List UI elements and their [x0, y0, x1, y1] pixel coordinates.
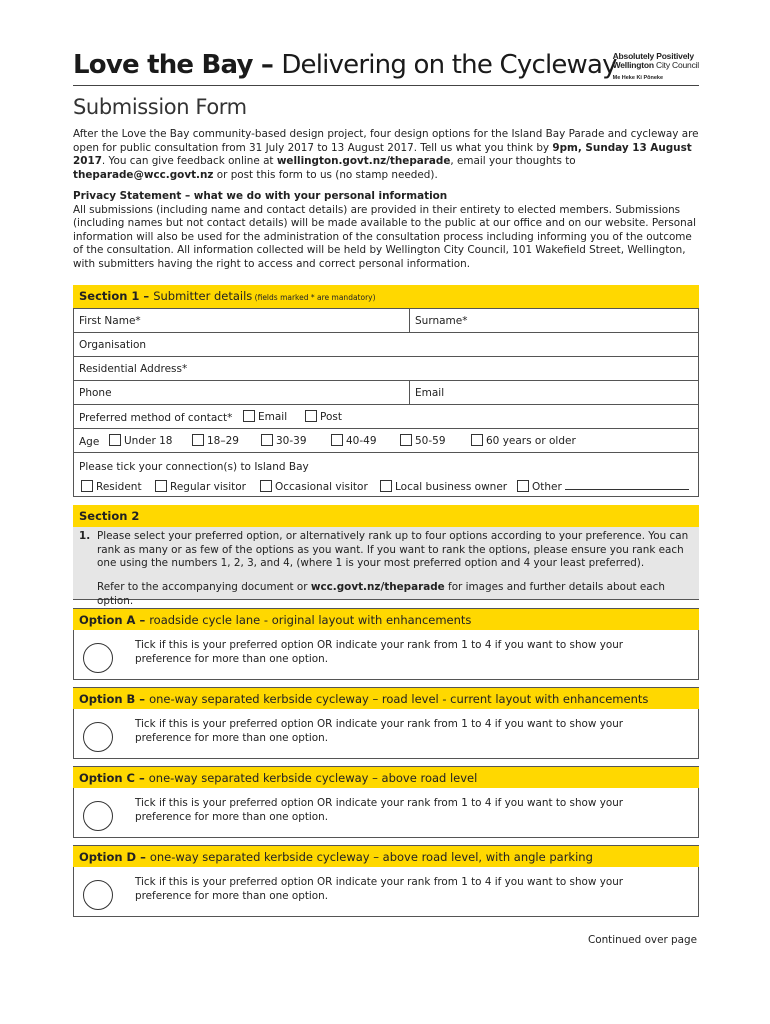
- phone-field[interactable]: Phone: [79, 387, 112, 399]
- intro-text-1: After the Love the Bay community-based design project, four design options for the Island Bay Parade and cycleway are open for public consultation from 31 July 2017 to 13 August 2017. Tell us what you think by: [73, 128, 699, 154]
- checkbox[interactable]: [380, 480, 392, 492]
- checkbox[interactable]: [81, 480, 93, 492]
- rank-circle[interactable]: [83, 643, 113, 673]
- connection-label: Please tick your connection(s) to Island Bay: [79, 461, 309, 473]
- intro-email[interactable]: theparade@wcc.govt.nz: [73, 168, 214, 181]
- checkbox[interactable]: [260, 480, 272, 492]
- logo-wellington: Wellington: [612, 60, 654, 70]
- instruction-text: Please select your preferred option, or alternatively rank up to four options according to your preference. You can rank as many or as few of the options as you want. If you want to rank the options, please ensure you rank each one using the numbers 1, 2, 3, and 4, (where 1 is your most preferred option and 4 your least preferred).: [97, 530, 689, 569]
- checkbox[interactable]: [400, 434, 412, 446]
- page-header: [73, 50, 699, 86]
- ref-text-1: Refer to the accompanying document or: [97, 581, 311, 593]
- option-label: Option B –: [79, 692, 150, 706]
- option-label: Option C –: [79, 771, 149, 785]
- intro-text-3: , email your thoughts to: [450, 155, 576, 167]
- age-option-label: 60 years or older: [486, 435, 576, 447]
- wcc-logo: [613, 52, 699, 83]
- ref-url[interactable]: wcc.govt.nz/theparade: [310, 581, 445, 593]
- option-description: one-way separated kerbside cycleway – above road level, with angle parking: [149, 850, 593, 864]
- surname-field[interactable]: Surname*: [415, 315, 468, 327]
- section-2-header: Section 2: [73, 505, 699, 527]
- option-d-box: [73, 867, 699, 917]
- intro-text-2: . You can give feedback online at: [101, 155, 277, 167]
- organisation-field[interactable]: Organisation: [79, 339, 147, 351]
- option-b-box: [73, 709, 699, 759]
- ref-text-2: for images and further details about each option.: [97, 581, 665, 607]
- connection-row: [73, 453, 699, 497]
- section-1-label: Section 1 –: [79, 289, 154, 303]
- checkbox[interactable]: [243, 410, 255, 422]
- option-description: one-way separated kerbside cycleway – road level - current layout with enhancements: [149, 692, 649, 706]
- age-option[interactable]: [400, 434, 446, 447]
- option-d-header: [73, 845, 699, 867]
- option-c-header: [73, 766, 699, 788]
- form-subtitle: Submission Form: [73, 95, 247, 119]
- address-row: [73, 357, 699, 381]
- other-text-line[interactable]: [565, 482, 689, 490]
- field-divider: [409, 309, 410, 332]
- intro-deadline: 9pm, Sunday 13 August 2017: [73, 141, 692, 167]
- connection-option-label: Local business owner: [395, 481, 508, 493]
- checkbox[interactable]: [261, 434, 273, 446]
- section-1-title: Submitter details: [153, 289, 253, 303]
- connection-option-other[interactable]: [517, 480, 689, 493]
- question-number: 1.: [79, 530, 91, 542]
- option-a-box: [73, 630, 699, 680]
- connection-option[interactable]: [155, 480, 246, 493]
- title-light: Delivering on the Cycleway: [281, 50, 617, 80]
- connection-option-label: Resident: [96, 481, 142, 493]
- name-row: [73, 309, 699, 333]
- privacy-body: All submissions (including name and contact details) are provided in their entirety to elected members. Submissions (including names but not contact details) will be made available to the public at our office and on our website. Personal information will also be used for the administration of the consultation process including informing you of the outcome of the consultation. All information collected will be held by Wellington City Council, 101 Wakefield Street, Wellington, with submitters having the right to access and correct personal information.: [73, 203, 697, 270]
- age-row: [73, 429, 699, 453]
- checkbox[interactable]: [305, 410, 317, 422]
- section-1-header: [73, 285, 699, 309]
- option-instruction: Tick if this is your preferred option OR indicate your rank from 1 to 4 if you want to show your preference for more than one option.: [135, 718, 624, 744]
- intro-paragraph: [73, 128, 703, 182]
- option-b-header: [73, 687, 699, 709]
- connection-option[interactable]: [380, 480, 507, 493]
- rank-circle[interactable]: [83, 880, 113, 910]
- connection-option[interactable]: [260, 480, 368, 493]
- contact-post-option[interactable]: [305, 410, 342, 423]
- age-label: Age: [79, 436, 100, 448]
- intro-text-4: or post this form to us (no stamp needed).: [213, 168, 438, 181]
- section-1-note: (fields marked * are mandatory): [252, 293, 376, 302]
- connection-option-label: Regular visitor: [170, 481, 246, 493]
- address-field[interactable]: Residential Address*: [79, 363, 188, 375]
- contact-post-label: Post: [320, 411, 342, 423]
- contact-method-label: Preferred method of contact*: [79, 412, 233, 424]
- rank-circle[interactable]: [83, 722, 113, 752]
- organisation-row: [73, 333, 699, 357]
- email-field[interactable]: Email: [415, 387, 445, 399]
- logo-line-1: Absolutely Positively: [612, 51, 694, 61]
- privacy-heading: Privacy Statement – what we do with your personal information: [73, 190, 448, 202]
- age-option[interactable]: [261, 434, 307, 447]
- page-title: [73, 50, 617, 80]
- checkbox[interactable]: [471, 434, 483, 446]
- age-option-label: Under 18: [124, 435, 173, 447]
- field-divider: [409, 381, 410, 404]
- checkbox[interactable]: [192, 434, 204, 446]
- option-label: Option D –: [79, 850, 150, 864]
- connection-option-label: Occasional visitor: [275, 481, 368, 493]
- continued-note: Continued over page: [587, 934, 697, 946]
- phone-email-row: [73, 381, 699, 405]
- age-option[interactable]: [109, 434, 172, 447]
- age-option[interactable]: [471, 434, 576, 447]
- reference-text: [97, 581, 693, 608]
- section-2-instructions: [73, 527, 699, 607]
- privacy-statement: [73, 190, 703, 271]
- checkbox[interactable]: [517, 480, 529, 492]
- checkbox[interactable]: [109, 434, 121, 446]
- age-option-label: 50-59: [415, 435, 446, 447]
- logo-line-3: Me Heke Ki Pōneke: [612, 75, 664, 81]
- option-description: one-way separated kerbside cycleway – above road level: [148, 771, 478, 785]
- contact-email-option[interactable]: [243, 410, 287, 423]
- option-description: roadside cycle lane - original layout with enhancements: [149, 613, 472, 627]
- option-c-box: [73, 788, 699, 838]
- age-option[interactable]: [331, 434, 377, 447]
- title-bold: Love the Bay –: [73, 50, 282, 80]
- option-instruction: Tick if this is your preferred option OR indicate your rank from 1 to 4 if you want to show your preference for more than one option.: [135, 639, 624, 665]
- intro-url[interactable]: wellington.govt.nz/theparade: [276, 155, 451, 167]
- age-option-label: 18–29: [207, 435, 239, 447]
- age-option-label: 30-39: [276, 435, 307, 447]
- logo-line-2: [613, 61, 699, 70]
- first-name-field[interactable]: First Name*: [79, 315, 141, 327]
- age-option-label: 40-49: [346, 435, 377, 447]
- option-instruction: Tick if this is your preferred option OR indicate your rank from 1 to 4 if you want to show your preference for more than one option.: [135, 797, 624, 823]
- contact-email-label: Email: [258, 411, 288, 423]
- checkbox[interactable]: [331, 434, 343, 446]
- option-a-header: [73, 608, 699, 630]
- connection-option-label: Other: [532, 481, 562, 493]
- rank-circle[interactable]: [83, 801, 113, 831]
- option-instruction: Tick if this is your preferred option OR indicate your rank from 1 to 4 if you want to show your preference for more than one option.: [135, 876, 624, 902]
- connection-option[interactable]: [81, 480, 142, 493]
- contact-method-row: [73, 405, 699, 429]
- checkbox[interactable]: [155, 480, 167, 492]
- logo-city-council: City Council: [653, 60, 699, 70]
- option-label: Option A –: [79, 613, 150, 627]
- age-option[interactable]: [192, 434, 239, 447]
